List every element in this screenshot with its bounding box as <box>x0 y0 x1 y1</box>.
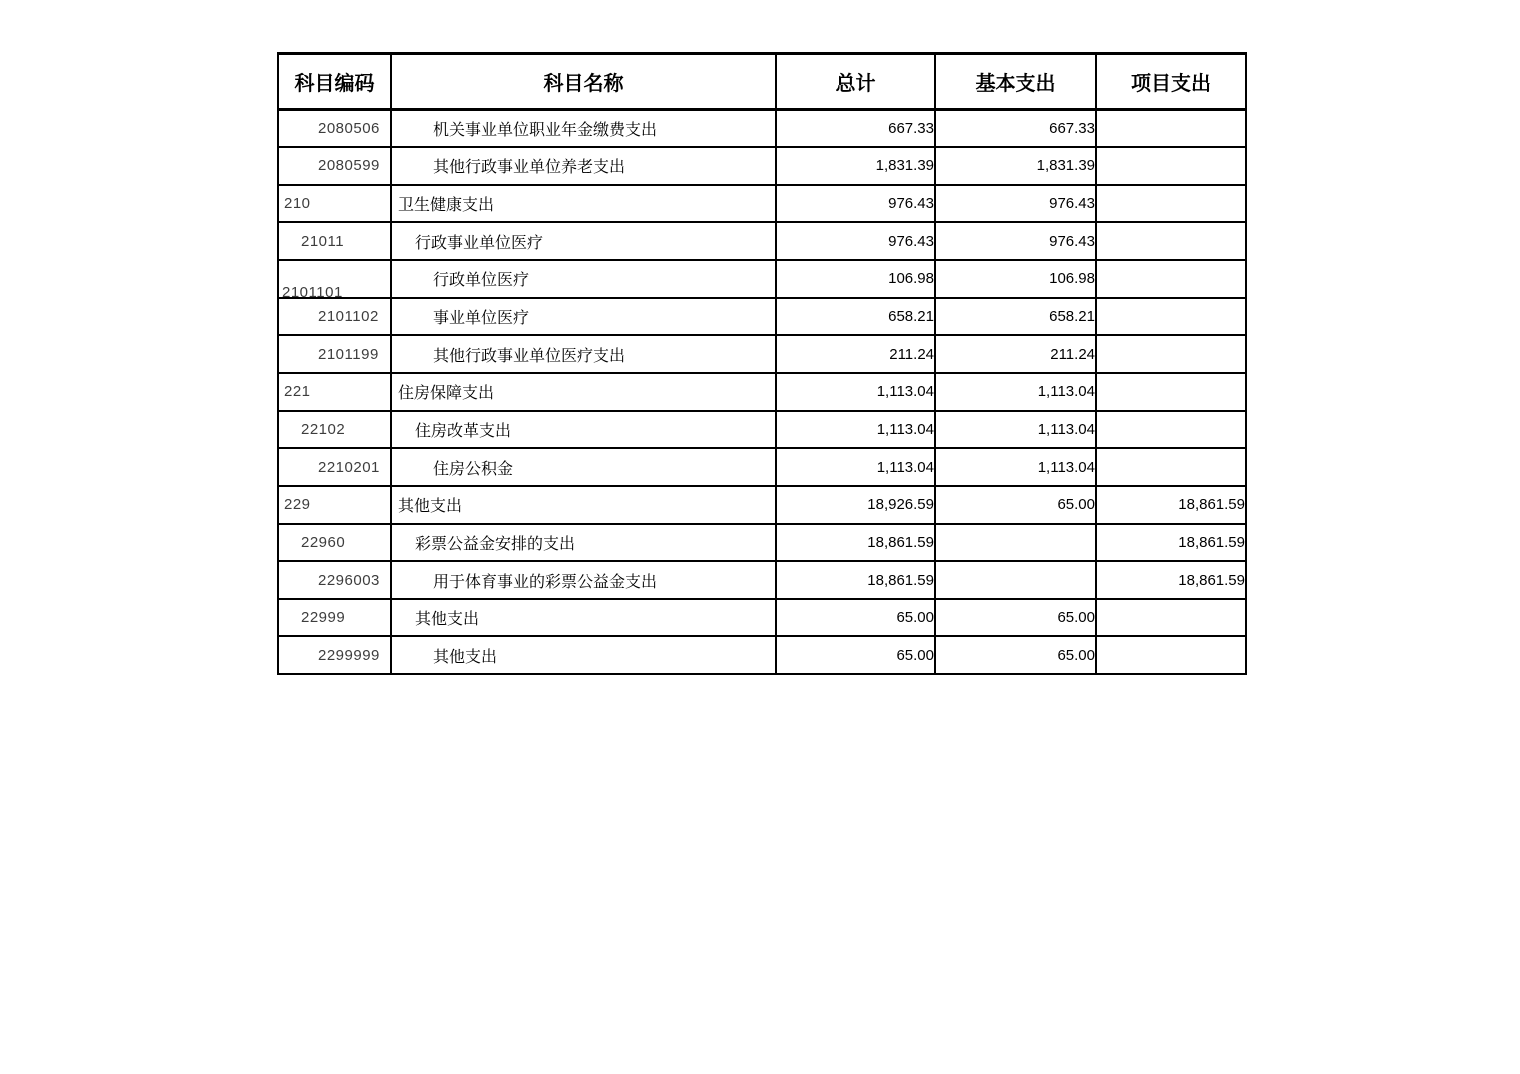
table-row <box>278 486 1246 524</box>
table-row <box>278 222 1246 260</box>
project-amount-cell: 18,861.59 <box>1096 486 1246 524</box>
subject-code-value: 22999 <box>301 609 346 627</box>
table-row <box>278 411 1246 449</box>
basic-amount-cell: 1,113.04 <box>935 448 1096 486</box>
total-amount-cell: 65.00 <box>776 636 935 674</box>
subject-code-value: 2101101 <box>282 283 343 301</box>
total-amount-cell: 1,831.39 <box>776 147 935 185</box>
basic-amount-cell: 65.00 <box>935 486 1096 524</box>
table-row <box>278 636 1246 674</box>
project-amount-cell <box>1096 110 1246 148</box>
subject-code-value: 2080506 <box>318 120 380 138</box>
subject-code-value: 2296003 <box>318 571 380 589</box>
table-header-row <box>278 54 1246 110</box>
subject-name-cell: 其他行政事业单位医疗支出 <box>391 335 776 373</box>
total-amount-cell: 211.24 <box>776 335 935 373</box>
subject-code-cell <box>278 636 391 674</box>
basic-amount-cell: 1,113.04 <box>935 411 1096 449</box>
basic-amount-cell: 658.21 <box>935 298 1096 336</box>
subject-code-value: 2210201 <box>318 458 380 476</box>
subject-code-cell <box>278 185 391 223</box>
column-header-total: 总计 <box>776 54 935 110</box>
basic-amount-cell: 106.98 <box>935 260 1096 298</box>
basic-amount-cell: 1,831.39 <box>935 147 1096 185</box>
subject-code-cell <box>278 524 391 562</box>
subject-name-cell: 卫生健康支出 <box>391 185 776 223</box>
subject-code-value: 229 <box>284 496 311 514</box>
subject-code-cell <box>278 260 391 301</box>
subject-code-value: 2080599 <box>318 157 380 175</box>
subject-name-cell: 住房保障支出 <box>391 373 776 411</box>
total-amount-cell: 658.21 <box>776 298 935 336</box>
total-amount-cell: 1,113.04 <box>776 373 935 411</box>
subject-code-cell <box>278 373 391 411</box>
column-header-project-expenditure: 项目支出 <box>1096 54 1246 110</box>
subject-name-cell: 用于体育事业的彩票公益金支出 <box>391 561 776 599</box>
table-row <box>278 373 1246 411</box>
subject-name-cell: 行政单位医疗 <box>391 260 776 298</box>
table-row <box>278 448 1246 486</box>
basic-amount-cell: 976.43 <box>935 222 1096 260</box>
column-header-subject-code: 科目编码 <box>278 54 391 110</box>
project-amount-cell <box>1096 448 1246 486</box>
basic-amount-cell: 1,113.04 <box>935 373 1096 411</box>
subject-code-cell <box>278 486 391 524</box>
subject-code-value: 2101199 <box>318 345 379 363</box>
total-amount-cell: 1,113.04 <box>776 448 935 486</box>
subject-code-cell <box>278 110 391 148</box>
subject-code-cell <box>278 298 391 336</box>
subject-name-cell: 事业单位医疗 <box>391 298 776 336</box>
total-amount-cell: 18,926.59 <box>776 486 935 524</box>
subject-code-value: 2299999 <box>318 646 380 664</box>
total-amount-cell: 18,861.59 <box>776 524 935 562</box>
project-amount-cell <box>1096 222 1246 260</box>
project-amount-cell <box>1096 599 1246 637</box>
table-row <box>278 110 1246 148</box>
subject-code-cell <box>278 448 391 486</box>
subject-code-value: 22102 <box>301 420 346 438</box>
basic-amount-cell: 65.00 <box>935 599 1096 637</box>
subject-code-value: 22960 <box>301 533 346 551</box>
project-amount-cell <box>1096 185 1246 223</box>
total-amount-cell: 976.43 <box>776 222 935 260</box>
project-amount-cell: 18,861.59 <box>1096 524 1246 562</box>
total-amount-cell: 976.43 <box>776 185 935 223</box>
table-row <box>278 335 1246 373</box>
total-amount-cell: 106.98 <box>776 260 935 298</box>
budget-table <box>277 52 1247 675</box>
subject-code-cell <box>278 335 391 373</box>
subject-code-value: 221 <box>284 383 311 401</box>
project-amount-cell: 18,861.59 <box>1096 561 1246 599</box>
basic-amount-cell: 667.33 <box>935 110 1096 148</box>
table-row <box>278 260 1246 298</box>
table-row <box>278 524 1246 562</box>
subject-code-cell <box>278 147 391 185</box>
column-header-subject-name: 科目名称 <box>391 54 776 110</box>
project-amount-cell <box>1096 260 1246 298</box>
subject-code-cell <box>278 411 391 449</box>
table-row <box>278 147 1246 185</box>
table-row <box>278 185 1246 223</box>
subject-code-cell <box>278 222 391 260</box>
column-header-basic-expenditure: 基本支出 <box>935 54 1096 110</box>
project-amount-cell <box>1096 636 1246 674</box>
subject-name-cell: 其他支出 <box>391 599 776 637</box>
basic-amount-cell: 211.24 <box>935 335 1096 373</box>
subject-code-value: 210 <box>284 195 311 213</box>
budget-table-container <box>277 52 1247 675</box>
total-amount-cell: 667.33 <box>776 110 935 148</box>
subject-code-value: 21011 <box>301 232 345 250</box>
basic-amount-cell <box>935 524 1096 562</box>
subject-name-cell: 住房改革支出 <box>391 411 776 449</box>
table-row <box>278 561 1246 599</box>
subject-code-cell <box>278 599 391 637</box>
total-amount-cell: 1,113.04 <box>776 411 935 449</box>
subject-name-cell: 彩票公益金安排的支出 <box>391 524 776 562</box>
project-amount-cell <box>1096 373 1246 411</box>
project-amount-cell <box>1096 411 1246 449</box>
subject-name-cell: 行政事业单位医疗 <box>391 222 776 260</box>
total-amount-cell: 65.00 <box>776 599 935 637</box>
project-amount-cell <box>1096 147 1246 185</box>
subject-name-cell: 机关事业单位职业年金缴费支出 <box>391 110 776 148</box>
basic-amount-cell: 976.43 <box>935 185 1096 223</box>
table-row <box>278 298 1246 336</box>
subject-code-value: 2101102 <box>318 308 379 326</box>
project-amount-cell <box>1096 298 1246 336</box>
subject-name-cell: 其他支出 <box>391 636 776 674</box>
basic-amount-cell: 65.00 <box>935 636 1096 674</box>
table-body <box>278 110 1246 675</box>
subject-code-cell <box>278 561 391 599</box>
table-row <box>278 599 1246 637</box>
project-amount-cell <box>1096 335 1246 373</box>
basic-amount-cell <box>935 561 1096 599</box>
subject-name-cell: 其他行政事业单位养老支出 <box>391 147 776 185</box>
subject-name-cell: 其他支出 <box>391 486 776 524</box>
total-amount-cell: 18,861.59 <box>776 561 935 599</box>
subject-name-cell: 住房公积金 <box>391 448 776 486</box>
